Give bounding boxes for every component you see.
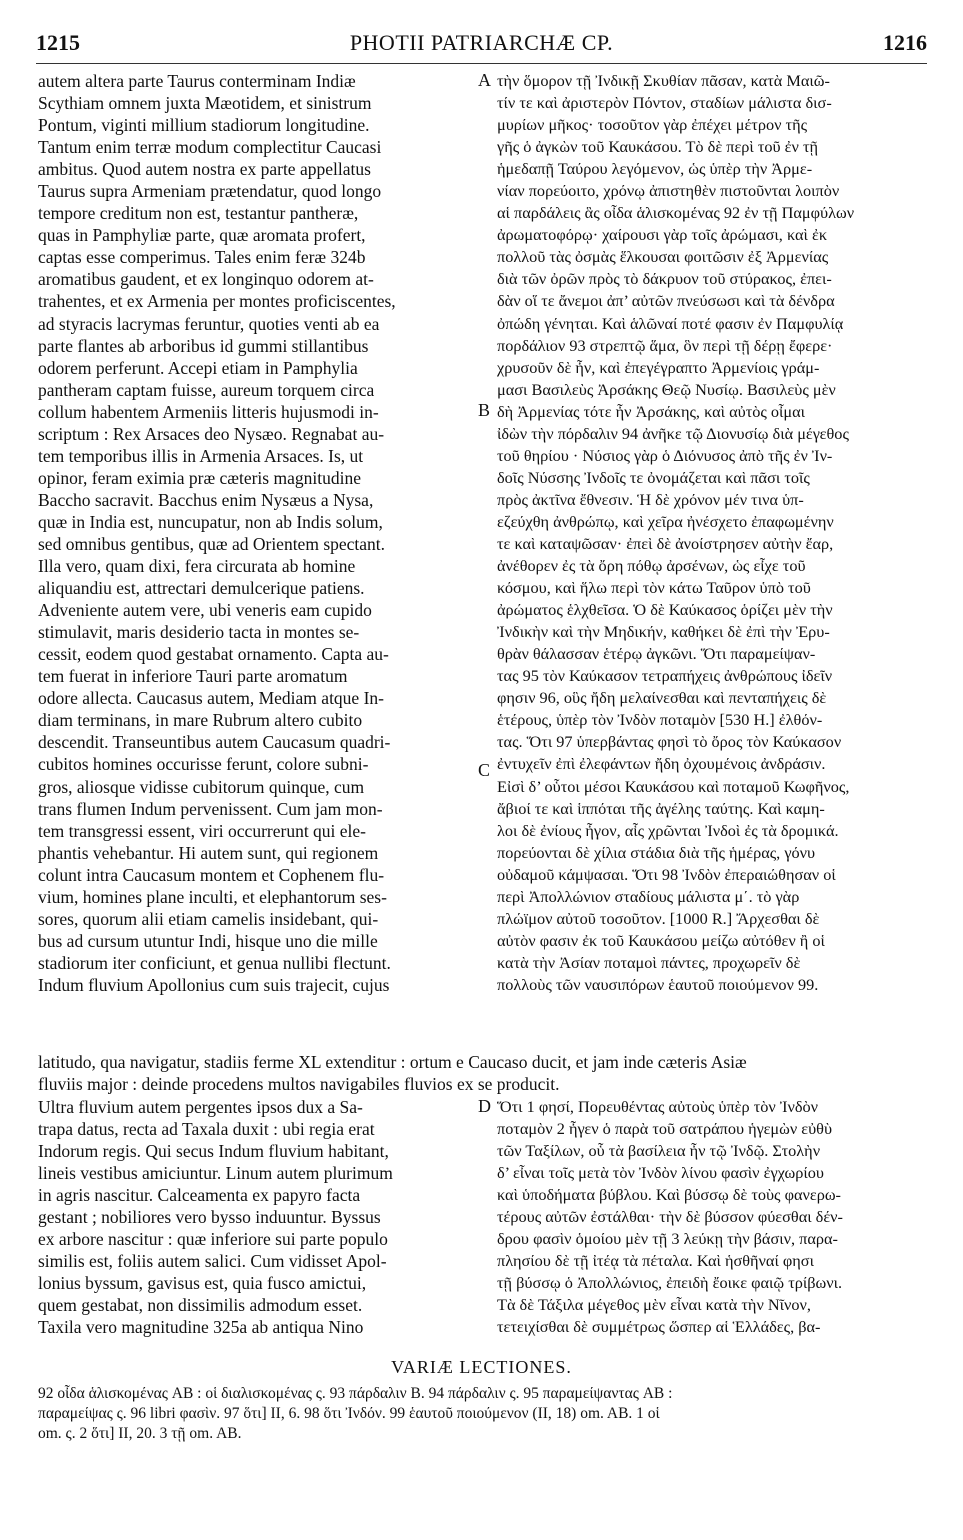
greek-line: χρυσοῦν δὲ ἦν, καὶ ἐπεγέγραπτο Ἀρμενίοις γράμ- xyxy=(497,357,820,377)
latin-line: colunt intra Caucasum montem et Cophenem flu- xyxy=(38,864,385,885)
latin-line: sores, quorum alii etiam camelis insidebant, qui- xyxy=(38,908,379,929)
latin-line: pantheram captam fuisse, aureum torquem circa xyxy=(38,379,375,400)
full-line: latitudo, qua navigatur, stadiis ferme XL extenditur : ortum e Caucaso ducit, et jam inde cæteris Asiæ xyxy=(38,1052,747,1072)
page-header xyxy=(36,30,927,62)
greek-line: ἐντυχεῖν ἐπὶ ἐλεφάντων ἤδη ὀχουμένοις ἀνδράσιν. xyxy=(497,754,826,774)
latin-line: lonius byssum, gavisus est, quia fusco amictui, xyxy=(38,1273,367,1294)
full-line: fluviis major : deinde procedens multos navigabiles fluvios ex se producit. xyxy=(38,1074,560,1095)
greek-line: διὰ τῶν ὀρῶν πρὸς τὸ δάκρυον τοῦ στύρακος, ἐπει- xyxy=(497,269,832,289)
latin-line: cubitos homines occurisse ferunt, colore subni- xyxy=(38,754,369,775)
greek-line: τέρους αὐτῶν ἐστάλθαι· τὴν δὲ βύσσον φύεσθαι δέν- xyxy=(497,1207,843,1227)
latin-column-bottom xyxy=(38,1096,478,1339)
latin-line: opinor, feram eximia præ cæteris magnitudine xyxy=(38,467,361,488)
greek-line: πλησίου δὲ τῇ ἰτέᾳ τὰ πέταλα. Καὶ ἡσθῆναί φησι xyxy=(497,1251,814,1271)
latin-line: bus ad cursum utuntur Indi, hisque uno die mille xyxy=(38,930,378,951)
latin-line: in agris nascitur. Calceamenta ex papyro facta xyxy=(38,1185,361,1206)
greek-line: ἀνέθορεν ἐς τὰ ὄρη πόθῳ ἀρσένων, ὡς εἶχε τοῦ xyxy=(497,556,806,576)
latin-line: Ultra fluvium autem pergentes ipsos dux a Sa- xyxy=(38,1097,363,1117)
greek-line: τε καὶ καταψῶσαν· ἐπεὶ δὲ ἀνοίστρησεν αὐτὴν ἔαρ, xyxy=(497,533,834,553)
greek-line: κατὰ τὴν Ἀσίαν ποταμοὶ πάντες, προχωρεῖν δὲ xyxy=(497,952,801,972)
greek-line: τίν τε καὶ ἀριστερὸν Πόντον, σταδίων μάλιστα δισ- xyxy=(497,93,832,113)
greek-line: πρὸς ἀκτῖνα ἔθνεσιν. Ἡ δὲ χρόνον μέν τινα ὑπ- xyxy=(497,489,804,509)
greek-line: τας. Ὅτι 97 ὑπερβάντας φησὶ τὸ ὄρος τὸν Καύκασον xyxy=(497,732,842,752)
greek-line: Εἰσὶ δ’ οὗτοι μέσοι Καυκάσου καὶ ποταμοῦ Κωφῆνος, xyxy=(497,776,850,796)
latin-line: odore allecta. Caucasus autem, Mediam atque In- xyxy=(38,688,384,709)
latin-line: quem gestabat, non dissimilis admodum esset. xyxy=(38,1295,363,1316)
latin-line: quæ in India est, nuncupatur, non ab Indis solum, xyxy=(38,511,383,532)
latin-line: tem temporibus illis in Armenia Arsaces. Is, ut xyxy=(38,445,364,466)
greek-line: δὴ Ἀρμενίας τότε ἦν Ἀρσάκης, καὶ αὐτὸς οἶμαι xyxy=(497,401,806,421)
greek-line: δὰν οἵ τε ἄνεμοι ἀπ’ αὐτῶν πνεύσωσι καὶ τὰ δένδρα xyxy=(497,291,835,311)
latin-line: odorem perferunt. Accepi etiam in Pamphylia xyxy=(38,357,358,378)
greek-line: εζεύχθη ἀνθρώπῳ, καὶ χεῖρα ἠνέσχετο ἐπαφωμένην xyxy=(497,511,834,531)
greek-line: ἡμεδαπῇ Ταύρου λεγόμενον, ὡς ὑπὲρ τὴν Ἀρμε- xyxy=(497,159,813,179)
greek-line: θρὰν θάλασσαν ἑτέρῳ ἀγκῶνι. Ὅτι παραμείψαν- xyxy=(497,644,816,664)
latin-line: Taxila vero magnitudine 325a ab antiqua Nino xyxy=(38,1317,364,1338)
greek-line: μασι Βασιλεὺς Ἀρσάκης Θεῷ Νυσίῳ. Βασιλεὺς μὲν xyxy=(497,379,836,399)
latin-line: Tantum enim terræ modum complectitur Caucasi xyxy=(38,137,382,158)
greek-line: πορδάλιον 93 στρεπτῷ ἅμα, ὃν περὶ τῇ δέρῃ ἔφερε· xyxy=(497,335,833,355)
latin-line: ambitus. Quod autem nostra ex parte appellatus xyxy=(38,159,371,180)
greek-line: αὐτὸν φασιν ἐκ τοῦ Καυκάσου μείζω αὐτόθεν ἢ οἱ xyxy=(497,930,825,950)
latin-line: ad styracis lacrymas feruntur, quoties venti ab ea xyxy=(38,313,380,334)
latin-line: sed omnibus gentibus, quæ ad Orientem spectant. xyxy=(38,533,386,554)
greek-line: δ’ εἶναι τοῖς μετὰ τὸν Ἰνδὸν λίνου φασὶν ἐγχωρίου xyxy=(497,1163,824,1183)
greek-column-top xyxy=(497,70,933,996)
greek-line: φησιν 96, οὓς ἤδη μελαίνεσθαι καὶ πενταπήχεις δὲ xyxy=(497,688,827,708)
latin-line: tempore creditum non est, testantur pantheræ, xyxy=(38,203,359,224)
latin-line: Indum fluvium Apollonius cum suis trajecit, cujus xyxy=(38,974,390,995)
latin-line: captas esse comperimus. Tales enim feræ 324b xyxy=(38,247,366,268)
latin-line: vium, homines plane inculti, et elephantorum ses- xyxy=(38,886,387,907)
latin-line: scriptum : Rex Arsaces deo Nysæo. Regnabat au- xyxy=(38,423,385,444)
latin-line: trans flumen Indum pervenissent. Cum jam mon- xyxy=(38,798,383,819)
latin-line: diam terminans, in mare Rubrum altero cubito xyxy=(38,710,363,731)
greek-line: τῇ βύσσῳ ὁ Ἀπολλώνιος, ἐπειδὴ ἔοικε φαιῷ τρίβωνι. xyxy=(497,1273,843,1293)
greek-line: πολλοὺς τῶν ναυσιπόρων ἑαυτοῦ ποιούμενον 99. xyxy=(497,974,819,994)
greek-line: κόσμου, καὶ ἥλω περὶ τὸν κάτω Ταῦρον ὑπὸ τοῦ xyxy=(497,578,811,598)
latin-line: collum habentem Armeniis litteris hujusmodi in- xyxy=(38,401,379,422)
variae-lectiones-title: VARIÆ LECTIONES. xyxy=(391,1357,572,1377)
greek-line: γῆς ὁ ἀγκὼν τοῦ Καυκάσου. Τὸ δὲ περὶ τοῦ ἐν τῇ xyxy=(497,137,818,157)
running-title: PHOTII PATRIARCHÆ CP. xyxy=(349,30,614,55)
latin-line: gros, aliosque vidisse cubitorum quinque, cum xyxy=(38,776,365,797)
latin-line: cessit, eodem quod gestabat ornamento. Capta au- xyxy=(38,644,389,665)
latin-line: lineis vestibus amiciuntur. Linum autem plurimum xyxy=(38,1163,393,1184)
greek-line: τῶν Ταξίλων, οὗ τὰ βασίλεια ἦν τῷ Ἰνδῷ. Στολὴν xyxy=(497,1141,821,1161)
latin-line: trapa datus, recta ad Taxala duxit : ubi regia erat xyxy=(38,1119,375,1140)
latin-line: quas in Pamphyliæ parte, quæ aromata profert, xyxy=(38,225,366,246)
latin-line: descendit. Transeuntibus autem Caucasum quadri- xyxy=(38,732,391,753)
note-line: παραμείψας ς. 96 libri φασὶν. 97 ὅτι] II, 6. 98 ὅτι Ἰνδόν. 99 ἑαυτοῦ ποιούμενον (II, 18) om. AB. 1 οἱ xyxy=(38,1405,660,1422)
latin-line: stimulavit, maris desiderio tacta in montes se- xyxy=(38,622,360,643)
note-line: 92 οἶδα ἁλισκομένας AB : οἱ διαλισκομένας ς. 93 πάρδαλιν B. 94 πάρδαλιν ς. 95 παραμείψαντας AB : xyxy=(38,1385,673,1402)
latin-line: Indorum regis. Qui secus Indum fluvium habitant, xyxy=(38,1141,389,1162)
greek-line: ἀρωματοφόρῳ· χαίρουσι γὰρ τοῖς ἀρώμασι, καὶ ἐκ xyxy=(497,225,828,245)
greek-line: μυρίων μῆκος· τοσοῦτον γὰρ ἐπέχει μέτρον τῆς xyxy=(497,115,808,135)
latin-line: Baccho sacravit. Bacchus enim Nysæus a Nysa, xyxy=(38,489,374,510)
section-marker-b: B xyxy=(478,400,491,420)
section-marker-c: C xyxy=(478,760,491,780)
greek-line: Τὰ δὲ Τάξιλα μέγεθος μὲν εἶναι κατὰ τὴν Νῖνον, xyxy=(497,1295,811,1315)
greek-line: πλώϊμον αὐτοῦ τοσοῦτον. [1000 R.] Ἄρχεσθαι δὲ xyxy=(497,908,820,928)
latin-line: Pontum, viginti millium stadiorum longitudine. xyxy=(38,115,370,136)
full-width-text xyxy=(38,1051,931,1095)
greek-line: ἀρώματος ἑλχθεῖσα. Ὁ δὲ Καύκασος ὁρίζει μὲν τὴν xyxy=(497,600,833,620)
header-rule xyxy=(36,63,927,64)
greek-line: νίαν πορεύοιτο, χρόνῳ ἀπιστηθὲν πιστοῦνται λοιπὸν xyxy=(497,181,840,201)
variae-lectiones-notes xyxy=(38,1384,931,1444)
latin-line: Taurus supra Armeniam prætendatur, quod longo xyxy=(38,181,382,202)
section-marker-a: A xyxy=(478,70,491,90)
latin-line: Adveniente autem vere, ubi veneris eam cupido xyxy=(38,600,372,621)
greek-line: καὶ ὑποδήματα βύβλου. Καὶ βύσσῳ δὲ τοὺς φανερω- xyxy=(497,1185,841,1205)
page-number-left: 1215 xyxy=(36,30,80,55)
section-marker-d: D xyxy=(478,1096,491,1116)
greek-line: Ὅτι 1 φησί, Πορευθέντας αὐτοὺς ὑπὲρ τὸν Ἰνδὸν xyxy=(497,1097,819,1116)
latin-line: autem altera parte Taurus conterminam Indiæ xyxy=(38,71,356,91)
latin-line: aromatibus gaudent, et ex longinquo odorem at- xyxy=(38,269,374,290)
greek-line: λοι δὲ ἐνίους ἦγον, αἷς χρῶνται Ἰνδοὶ ἐς τὰ δρομικά. xyxy=(497,820,839,840)
greek-line: οὐδαμοῦ κάμψασαι. Ὅτι 98 Ἰνδὸν ἐπεραιώθησαν οἱ xyxy=(497,864,836,884)
latin-column-top xyxy=(38,70,478,996)
greek-line: ἑτέρους, ὑπὲρ τὸν Ἰνδὸν ποταμὸν [530 H.] ἐλθόν- xyxy=(497,710,823,730)
latin-line: Illa vero, quam dixi, fera circurata ab homine xyxy=(38,556,356,577)
greek-line: δρου φασὶν ὁμοίου μὲν τῇ 3 λεύκῃ τὴν βάσιν, παρα- xyxy=(497,1229,838,1249)
greek-line: ἰδὼν τὴν πόρδαλιν 94 ἀνῆκε τῷ Διονυσίῳ διὰ μέγεθος xyxy=(497,423,849,443)
latin-line: gestant ; nobiliores vero bysso induuntur. Byssus xyxy=(38,1207,381,1228)
greek-line: τετειχίσθαι δὲ συμμέτρως ὥσπερ αἱ Ἑλλάδες, βα- xyxy=(497,1317,821,1337)
latin-line: Scythiam omnem juxta Mæotidem, et sinistrum xyxy=(38,93,372,114)
latin-line: similis est, foliis autem salici. Cum vidisset Apol- xyxy=(38,1251,387,1272)
latin-line: parte flantes ab arboribus id gummi stillantibus xyxy=(38,335,369,356)
greek-line: περὶ Ἀπολλώνιον σταδίους μάλιστα μ΄. τὸ γὰρ xyxy=(497,886,800,906)
latin-line: trahentes, et ex Armenia per montes proficiscentes, xyxy=(38,291,396,312)
greek-line: ποταμὸν 2 ἦγεν ὁ παρὰ τοῦ σατράπου ἡγεμὼν εὐθὺ xyxy=(497,1119,833,1139)
latin-line: ex arbore nascitur : quæ inferiore sui parte populo xyxy=(38,1229,388,1250)
greek-line: πορεύονται δὲ χίλια στάδια διὰ τῆς ἡμέρας, γόνυ xyxy=(497,842,816,862)
greek-line: δοῖς Νύσσης Ἰνδοῖς τε ὀνομάζεται καὶ πᾶσι τοῖς xyxy=(497,467,810,487)
latin-line: tem transgressi essent, viri occurrerunt qui ele- xyxy=(38,820,367,841)
greek-line: Ἰνδικὴν καὶ τὴν Μηδικήν, καθήκει δὲ ἐπὶ τὴν Ἐρυ- xyxy=(497,622,830,642)
greek-line: τοῦ θηρίου · Νύσιος γὰρ ὁ Διόνυσος ἀπὸ τῆς ἐν Ἰν- xyxy=(497,445,833,465)
latin-line: aliquandiu est, attrectari demulcerique patiens. xyxy=(38,578,365,599)
greek-line: τας 95 τὸν Καύκασον τετραπήχεις ἀνθρώπους ἰδεῖν xyxy=(497,666,833,686)
greek-line: ἄβιοί τε καὶ ἱππόται τῆς ἀγέλης ταύτης. Καὶ καμη- xyxy=(497,798,825,818)
latin-line: phantis vehebantur. Hi autem sunt, qui regionem xyxy=(38,842,379,863)
note-line: om. ς. 2 ὅτι] II, 20. 3 τῇ om. AB. xyxy=(38,1425,242,1442)
greek-column-bottom xyxy=(497,1096,933,1339)
greek-line: τὴν ὅμορον τῇ Ἰνδικῇ Σκυθίαν πᾶσαν, κατὰ Μαιῶ- xyxy=(497,71,830,90)
page-number-right: 1216 xyxy=(883,30,927,55)
latin-line: tem fuerat in inferiore Tauri parte aromatum xyxy=(38,666,348,687)
greek-line: ὀπώδη γένηται. Καὶ ἁλῶναί ποτέ φασιν ἐν Παμφυλίᾳ xyxy=(497,313,844,333)
greek-line: πολλοῦ τὰς ὀσμὰς ἕλκουσαι φοιτῶσιν ἐξ Ἀρμενίας xyxy=(497,247,829,267)
greek-line: αἱ παρδάλεις ἃς οἶδα ἁλισκομένας 92 ἐν τῇ Παμφύλων xyxy=(497,203,855,223)
latin-line: stadiorum iter conficiunt, et genua nullibi flectunt. xyxy=(38,952,391,973)
